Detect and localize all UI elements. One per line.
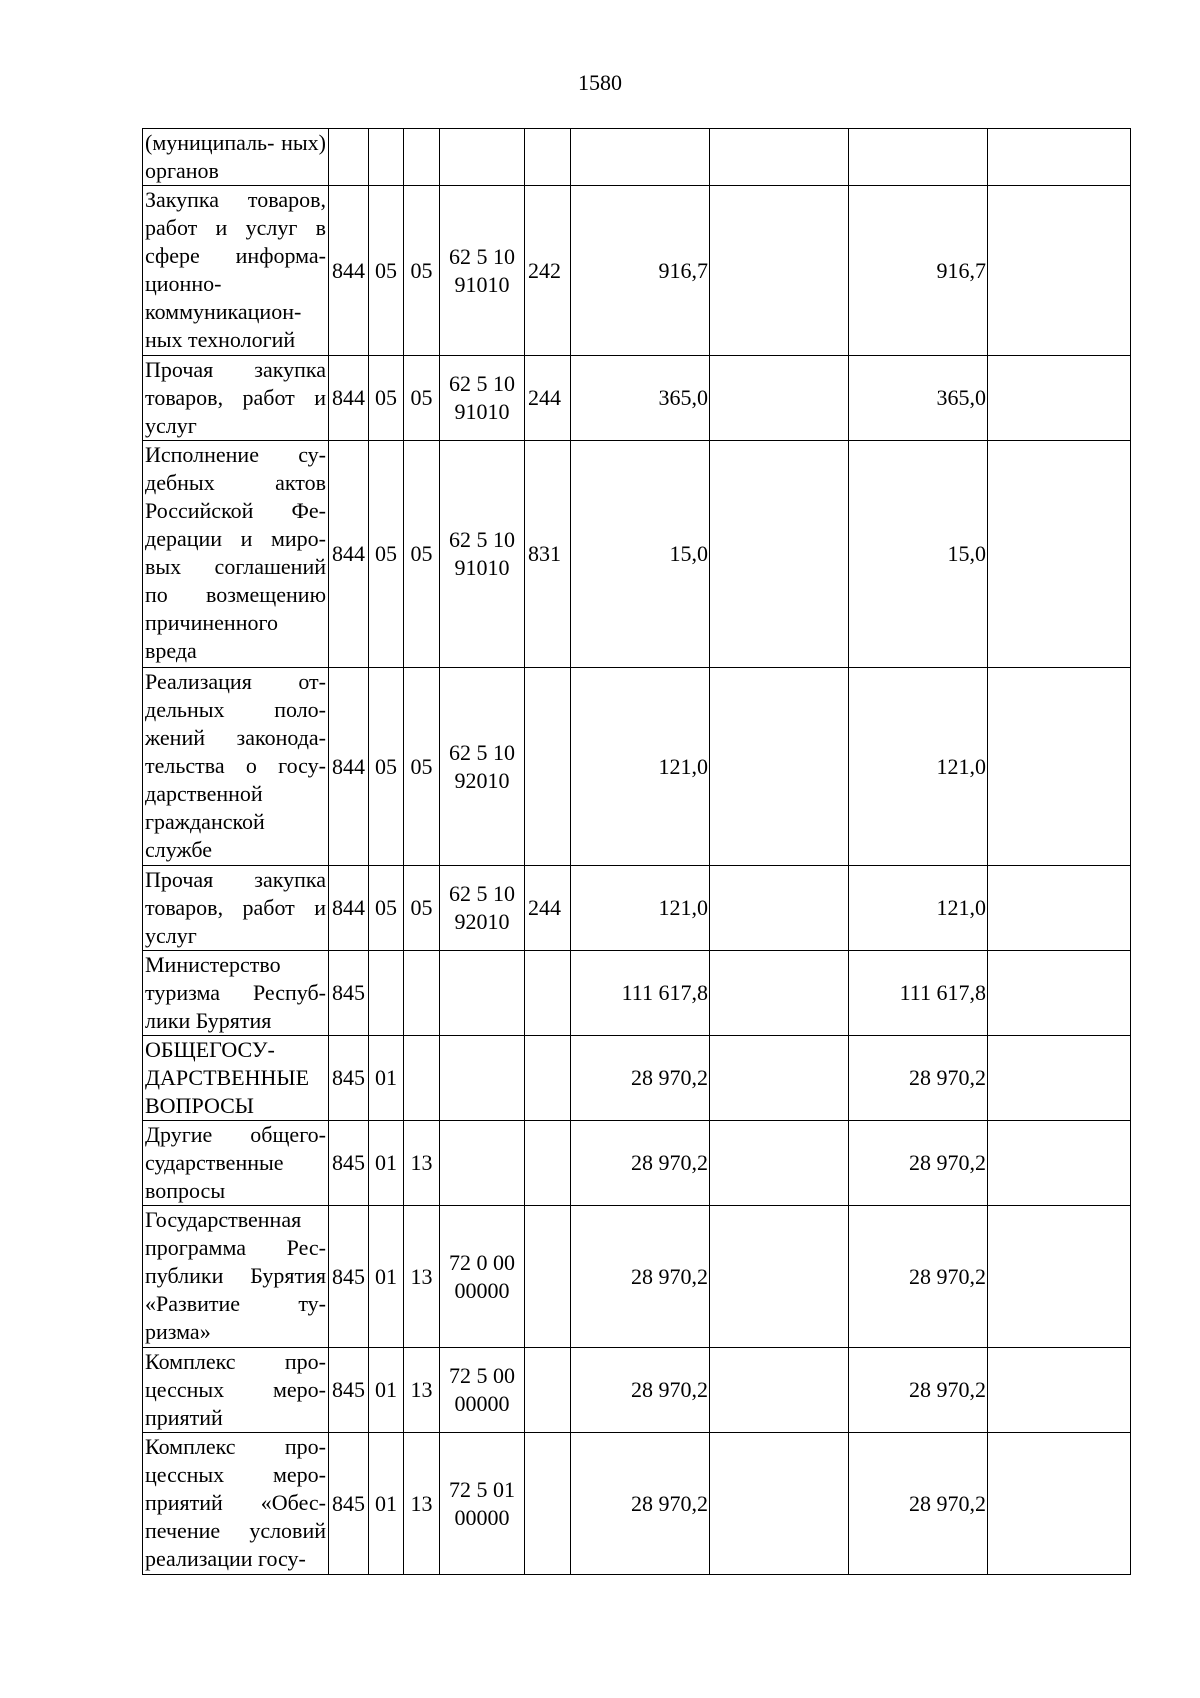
code-subsection: 13 <box>404 1433 440 1575</box>
code-ministry: 844 <box>329 441 369 668</box>
amount-empty <box>710 186 849 356</box>
amount-extra <box>988 1348 1131 1433</box>
code-target: 72 5 01 00000 <box>440 1433 525 1575</box>
amount-secondary: 365,0 <box>849 356 988 441</box>
code-expense-type <box>525 129 571 186</box>
code-subsection: 05 <box>404 186 440 356</box>
amount-total: 28 970,2 <box>571 1433 710 1575</box>
amount-empty <box>710 1206 849 1348</box>
amount-empty <box>710 1121 849 1206</box>
row-name: Исполнение су- дебных актов Российской Фе- дерации и миро- вых соглашений по возмещению причиненного вреда <box>143 441 329 668</box>
table-row <box>143 866 1131 951</box>
table-row <box>143 356 1131 441</box>
code-subsection: 05 <box>404 441 440 668</box>
code-expense-type <box>525 951 571 1036</box>
amount-extra <box>988 441 1131 668</box>
code-section: 05 <box>369 668 404 866</box>
code-subsection: 05 <box>404 866 440 951</box>
code-target: 62 5 10 91010 <box>440 441 525 668</box>
code-section: 05 <box>369 356 404 441</box>
table-row <box>143 129 1131 186</box>
amount-empty <box>710 866 849 951</box>
code-section <box>369 129 404 186</box>
table-row <box>143 1433 1131 1575</box>
amount-total: 28 970,2 <box>571 1206 710 1348</box>
amount-secondary: 28 970,2 <box>849 1433 988 1575</box>
amount-secondary <box>849 129 988 186</box>
code-ministry: 845 <box>329 951 369 1036</box>
row-name: Другие общего- сударственные вопросы <box>143 1121 329 1206</box>
code-expense-type <box>525 1348 571 1433</box>
amount-secondary: 121,0 <box>849 866 988 951</box>
amount-extra <box>988 951 1131 1036</box>
code-target: 72 0 00 00000 <box>440 1206 525 1348</box>
amount-empty <box>710 441 849 668</box>
row-name: Реализация от- дельных поло- жений законода- тельства о госу- дарственной гражданской службе <box>143 668 329 866</box>
table-row <box>143 1206 1131 1348</box>
code-ministry: 845 <box>329 1206 369 1348</box>
code-ministry: 844 <box>329 668 369 866</box>
amount-total: 121,0 <box>571 866 710 951</box>
code-subsection <box>404 1036 440 1121</box>
code-subsection: 05 <box>404 356 440 441</box>
code-ministry: 844 <box>329 356 369 441</box>
table-row <box>143 1036 1131 1121</box>
amount-empty <box>710 1036 849 1121</box>
code-subsection <box>404 129 440 186</box>
amount-secondary: 28 970,2 <box>849 1348 988 1433</box>
code-ministry: 845 <box>329 1036 369 1121</box>
amount-empty <box>710 951 849 1036</box>
code-ministry: 845 <box>329 1433 369 1575</box>
amount-extra <box>988 1121 1131 1206</box>
amount-secondary: 111 617,8 <box>849 951 988 1036</box>
budget-table <box>142 128 1131 1575</box>
row-name: Прочая закупка товаров, работ и услуг <box>143 866 329 951</box>
code-ministry: 845 <box>329 1121 369 1206</box>
code-section <box>369 951 404 1036</box>
amount-total: 365,0 <box>571 356 710 441</box>
code-target <box>440 1036 525 1121</box>
code-section: 01 <box>369 1206 404 1348</box>
amount-secondary: 15,0 <box>849 441 988 668</box>
code-section: 05 <box>369 441 404 668</box>
table-row <box>143 951 1131 1036</box>
amount-extra <box>988 1206 1131 1348</box>
code-expense-type: 244 <box>525 866 571 951</box>
code-ministry: 844 <box>329 186 369 356</box>
amount-total: 28 970,2 <box>571 1036 710 1121</box>
page-number: 1580 <box>578 70 622 95</box>
row-name: Комплекс про- цессных меро- приятий <box>143 1348 329 1433</box>
amount-extra <box>988 1036 1131 1121</box>
code-section: 01 <box>369 1036 404 1121</box>
code-target: 62 5 10 91010 <box>440 186 525 356</box>
amount-empty <box>710 1348 849 1433</box>
amount-secondary: 121,0 <box>849 668 988 866</box>
table-row <box>143 1121 1131 1206</box>
amount-extra <box>988 186 1131 356</box>
amount-total: 916,7 <box>571 186 710 356</box>
amount-extra <box>988 129 1131 186</box>
code-section: 01 <box>369 1348 404 1433</box>
amount-total <box>571 129 710 186</box>
code-expense-type <box>525 1206 571 1348</box>
row-name: Государственная программа Рес- публики Бурятия «Развитие ту- ризма» <box>143 1206 329 1348</box>
amount-secondary: 28 970,2 <box>849 1036 988 1121</box>
code-expense-type: 244 <box>525 356 571 441</box>
table-row <box>143 186 1131 356</box>
code-expense-type <box>525 1121 571 1206</box>
table-row <box>143 668 1131 866</box>
code-section: 05 <box>369 186 404 356</box>
amount-empty <box>710 668 849 866</box>
code-expense-type <box>525 668 571 866</box>
code-target: 72 5 00 00000 <box>440 1348 525 1433</box>
amount-extra <box>988 356 1131 441</box>
amount-empty <box>710 129 849 186</box>
code-subsection <box>404 951 440 1036</box>
code-subsection: 13 <box>404 1348 440 1433</box>
code-subsection: 05 <box>404 668 440 866</box>
code-section: 01 <box>369 1121 404 1206</box>
code-expense-type: 242 <box>525 186 571 356</box>
amount-extra <box>988 1433 1131 1575</box>
code-section: 05 <box>369 866 404 951</box>
code-subsection: 13 <box>404 1121 440 1206</box>
amount-secondary: 28 970,2 <box>849 1121 988 1206</box>
amount-extra <box>988 866 1131 951</box>
code-subsection: 13 <box>404 1206 440 1348</box>
code-target <box>440 1121 525 1206</box>
row-name: ОБЩЕГОСУ- ДАРСТВЕННЫЕ ВОПРОСЫ <box>143 1036 329 1121</box>
amount-total: 28 970,2 <box>571 1348 710 1433</box>
code-ministry: 845 <box>329 1348 369 1433</box>
table-row <box>143 441 1131 668</box>
code-ministry <box>329 129 369 186</box>
code-target: 62 5 10 92010 <box>440 668 525 866</box>
code-expense-type <box>525 1036 571 1121</box>
amount-total: 111 617,8 <box>571 951 710 1036</box>
code-ministry: 844 <box>329 866 369 951</box>
amount-secondary: 28 970,2 <box>849 1206 988 1348</box>
row-name: Министерство туризма Респуб- лики Бурятия <box>143 951 329 1036</box>
code-expense-type: 831 <box>525 441 571 668</box>
code-target <box>440 951 525 1036</box>
code-expense-type <box>525 1433 571 1575</box>
amount-total: 121,0 <box>571 668 710 866</box>
amount-empty <box>710 1433 849 1575</box>
amount-secondary: 916,7 <box>849 186 988 356</box>
code-target: 62 5 10 92010 <box>440 866 525 951</box>
amount-total: 28 970,2 <box>571 1121 710 1206</box>
code-target: 62 5 10 91010 <box>440 356 525 441</box>
row-name: (муниципаль- ных) органов <box>143 129 329 186</box>
code-section: 01 <box>369 1433 404 1575</box>
row-name: Прочая закупка товаров, работ и услуг <box>143 356 329 441</box>
row-name: Закупка товаров, работ и услуг в сфере информа- ционно- коммуникацион- ных технологий <box>143 186 329 356</box>
amount-total: 15,0 <box>571 441 710 668</box>
amount-extra <box>988 668 1131 866</box>
row-name: Комплекс про- цессных меро- приятий «Обес- печение условий реализации госу- <box>143 1433 329 1575</box>
amount-empty <box>710 356 849 441</box>
code-target <box>440 129 525 186</box>
table-row <box>143 1348 1131 1433</box>
